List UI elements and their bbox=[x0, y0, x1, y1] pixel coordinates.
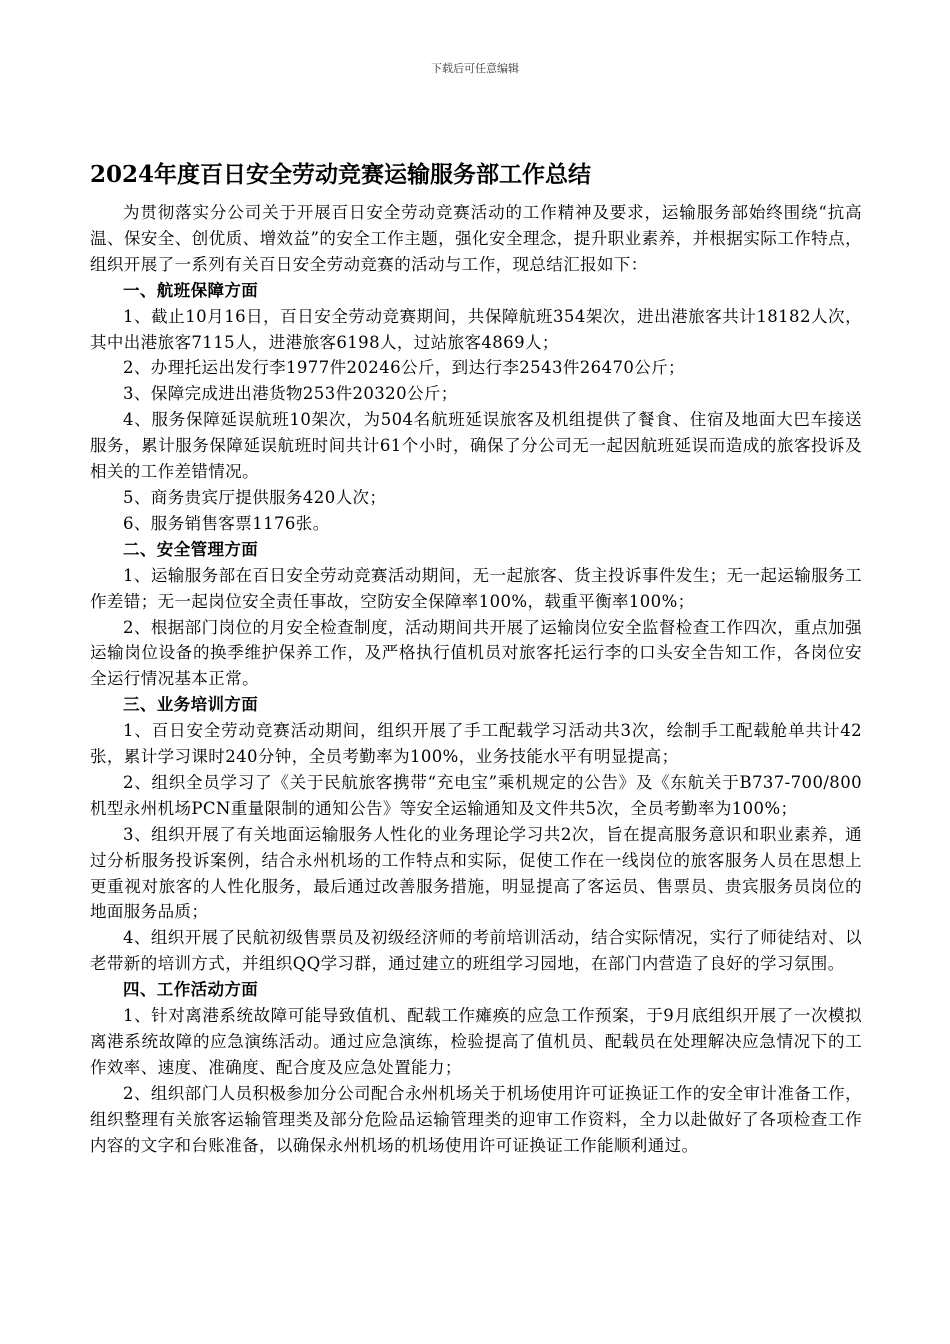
section-heading-business-training: 三、业务培训方面 bbox=[123, 695, 259, 715]
list-item: 2、根据部门岗位的月安全检查制度，活动期间共开展了运输岗位安全监督检查工作四次，重点加强运输岗位设备的换季维护保养工作，及严格执行值机员对旅客托运行李的口头安全告知工作，各岗位安全运行情况基本正常。 bbox=[90, 617, 862, 689]
list-item: 2、组织全员学习了《关于民航旅客携带“充电宝”乘机规定的公告》及《东航关于B737-700/800机型永州机场PCN重量限制的通知公告》等安全运输通知及文件共5次，全员考勤率为100%； bbox=[90, 772, 862, 818]
list-item: 2、组织部门人员积极参加分公司配合永州机场关于机场使用许可证换证工作的安全审计准备工作，组织整理有关旅客运输管理类及部分危险品运输管理类的迎审工作资料，全力以赴做好了各项检查工作内容的文字和台账准备，以确保永州机场的机场使用许可证换证工作能顺利通过。 bbox=[90, 1083, 862, 1155]
list-item: 3、保障完成进出港货物253件20320公斤； bbox=[123, 384, 458, 404]
list-item: 6、服务销售客票1176张。 bbox=[123, 513, 330, 533]
list-item: 1、百日安全劳动竞赛活动期间，组织开展了手工配载学习活动共3次，绘制手工配载舱单共计42张，累计学习课时240分钟，全员考勤率为100%，业务技能水平有明显提高； bbox=[90, 721, 862, 767]
page-header-note: 下载后可任意编辑 bbox=[431, 62, 519, 75]
section-heading-flight-support: 一、航班保障方面 bbox=[123, 280, 259, 300]
list-item: 1、截止10月16日，百日安全劳动竞赛期间，共保障航班354架次，进出港旅客共计18182人次，其中出港旅客7115人，进港旅客6198人，过站旅客4869人； bbox=[90, 306, 862, 352]
list-item: 3、组织开展了有关地面运输服务人性化的业务理论学习共2次，旨在提高服务意识和职业素养，通过分析服务投诉案例，结合永州机场的工作特点和实际，促使工作在一线岗位的旅客服务人员在思想上更重视对旅客的人性化服务，最后通过改善服务措施，明显提高了客运员、售票员、贵宾服务员岗位的地面服务品质； bbox=[90, 824, 862, 922]
list-item: 2、办理托运出发行李1977件20246公斤，到达行李2543件26470公斤； bbox=[123, 358, 685, 378]
document-body bbox=[90, 200, 862, 1159]
section-heading-work-activities: 四、工作活动方面 bbox=[123, 980, 259, 1000]
list-item: 1、运输服务部在百日安全劳动竞赛活动期间，无一起旅客、货主投诉事件发生；无一起运输服务工作差错；无一起岗位安全责任事故，空防安全保障率100%，载重平衡率100%； bbox=[90, 565, 862, 611]
section-heading-safety-management: 二、安全管理方面 bbox=[123, 539, 259, 559]
intro-paragraph: 为贯彻落实分公司关于开展百日安全劳动竞赛活动的工作精神及要求，运输服务部始终围绕“抗高温、保安全、创优质、增效益”的安全工作主题，强化安全理念，提升职业素养，并根据实际工作特点，组织开展了一系列有关百日安全劳动竞赛的活动与工作，现总结汇报如下： bbox=[90, 203, 862, 274]
list-item: 5、商务贵宾厅提供服务420人次； bbox=[123, 487, 387, 507]
list-item: 1、针对离港系统故障可能导致值机、配载工作瘫痪的应急工作预案，于9月底组织开展了一次模拟离港系统故障的应急演练活动。通过应急演练，检验提高了值机员、配载员在处理解决应急情况下的工作效率、速度、准确度、配合度及应急处置能力； bbox=[90, 1006, 862, 1077]
document-title: 2024年度百日安全劳动竞赛运输服务部工作总结 bbox=[90, 161, 592, 188]
list-item: 4、服务保障延误航班10架次，为504名航班延误旅客及机组提供了餐食、住宿及地面大巴车接送服务，累计服务保障延误航班时间共计61个小时，确保了分公司无一起因航班延误而造成的旅客投诉及相关的工作差错情况。 bbox=[90, 410, 862, 482]
list-item: 4、组织开展了民航初级售票员及初级经济师的考前培训活动，结合实际情况，实行了师徒结对、以老带新的培训方式，并组织QQ学习群，通过建立的班组学习园地，在部门内营造了良好的学习氛围。 bbox=[90, 928, 862, 974]
